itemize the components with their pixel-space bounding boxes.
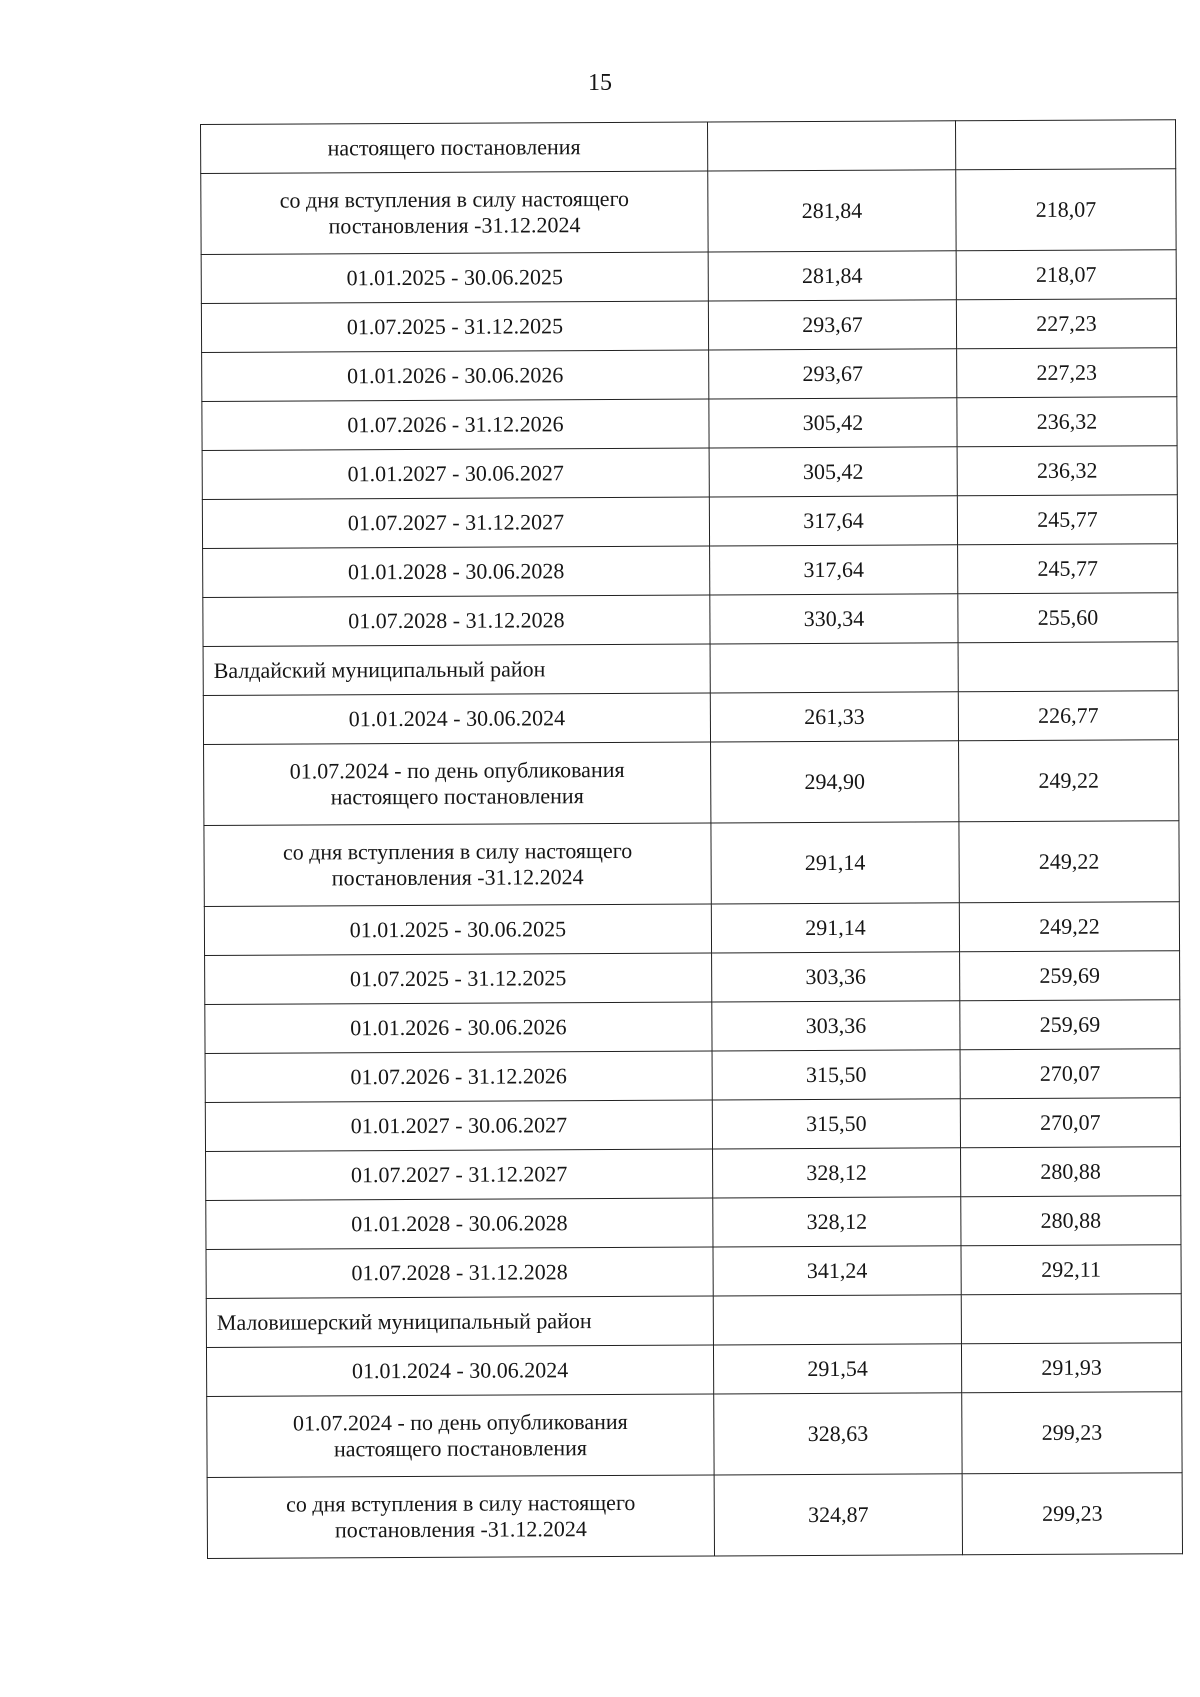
- period-cell: [206, 1345, 713, 1396]
- district-row: [203, 642, 1178, 696]
- period-cell: [201, 171, 708, 254]
- table-row: [205, 1098, 1180, 1152]
- period-cell: [205, 953, 712, 1004]
- table-row: [201, 120, 1176, 174]
- period-cell: [202, 399, 709, 450]
- value-cell-1: 293,67: [708, 300, 956, 350]
- district-name-cell: [206, 1296, 713, 1347]
- table-row: [202, 495, 1177, 549]
- value-cell-2: 227,23: [956, 299, 1176, 349]
- table-row: [203, 691, 1178, 745]
- period-cell: [202, 497, 709, 548]
- value-cell-1: 315,50: [712, 1050, 960, 1100]
- value-cell-1: 305,42: [709, 447, 957, 497]
- period-text-line: 01.07.2024 - по день опубликования: [292, 1408, 628, 1436]
- value-cell-2: 259,69: [960, 951, 1180, 1001]
- period-text-line: 01.07.2026 - 31.12.2026: [347, 411, 564, 438]
- period-text-line: 01.01.2025 - 30.06.2025: [346, 264, 563, 291]
- value-cell-2: 291,93: [961, 1343, 1181, 1393]
- period-text-line: постановления -31.12.2024: [331, 864, 584, 891]
- period-cell: [204, 823, 711, 906]
- period-cell: [206, 1247, 713, 1298]
- table-row: [206, 1147, 1181, 1201]
- table-row: [201, 299, 1176, 353]
- value-cell-2: 245,77: [957, 495, 1177, 545]
- table-row: [202, 397, 1177, 451]
- value-cell-1: 293,67: [709, 349, 957, 399]
- value-cell-1: 324,87: [714, 1474, 962, 1556]
- value-cell-1: 341,24: [713, 1246, 961, 1296]
- value-cell-2: 280,88: [961, 1196, 1181, 1246]
- value-cell-1: 317,64: [710, 545, 958, 595]
- period-cell: [201, 301, 708, 352]
- period-text-line: 01.07.2028 - 31.12.2028: [351, 1259, 568, 1286]
- value-cell-2: 299,23: [962, 1473, 1182, 1555]
- value-cell-1: 281,84: [708, 251, 956, 301]
- period-cell: [205, 1051, 712, 1102]
- period-cell: [203, 595, 710, 646]
- value-cell-2: 270,07: [960, 1049, 1180, 1099]
- value-cell-2: 227,23: [957, 348, 1177, 398]
- table-row: [202, 348, 1177, 402]
- period-cell: [204, 742, 711, 825]
- period-text-line: 01.01.2028 - 30.06.2028: [347, 558, 565, 585]
- period-text-line: 01.01.2024 - 30.06.2024: [351, 1357, 569, 1384]
- value-cell-1: 328,63: [714, 1393, 962, 1475]
- period-text-line: 01.07.2025 - 31.12.2025: [349, 965, 567, 992]
- district-name: Валдайский муниципальный район: [213, 656, 546, 683]
- value-cell-2: 249,22: [959, 821, 1179, 903]
- period-cell: [206, 1198, 713, 1249]
- period-text-line: 01.01.2026 - 30.06.2026: [346, 362, 564, 389]
- value-cell-2: 249,22: [959, 902, 1179, 952]
- period-text-line: 01.01.2027 - 30.06.2027: [347, 460, 564, 487]
- period-text-line: постановления -31.12.2024: [334, 1516, 587, 1543]
- district-name: Маловишерский муниципальный район: [216, 1308, 592, 1335]
- value-cell-2: 226,77: [958, 691, 1178, 741]
- period-cell: [204, 904, 711, 955]
- table-row: [203, 544, 1178, 598]
- table-row: [206, 1196, 1181, 1250]
- table-row: [204, 821, 1179, 907]
- period-text-line: со дня вступления в силу настоящего: [279, 185, 630, 213]
- value-cell-2: 299,23: [962, 1392, 1182, 1474]
- period-text-line: 01.07.2027 - 31.12.2027: [347, 509, 565, 536]
- value-cell-2: 245,77: [958, 544, 1178, 594]
- period-text-line: настоящего постановления: [333, 1435, 588, 1462]
- period-text-line: настоящего постановления: [327, 134, 581, 161]
- period-cell: [205, 1002, 712, 1053]
- value-cell-2: 218,07: [956, 250, 1176, 300]
- period-text-line: со дня вступления в силу настоящего: [282, 837, 633, 865]
- district-row: [206, 1294, 1181, 1348]
- table-row: [201, 250, 1176, 304]
- value-cell-2: 249,22: [959, 740, 1179, 822]
- value-cell-1: 291,54: [713, 1344, 961, 1394]
- value-cell-2: 236,32: [957, 397, 1177, 447]
- value-cell-1: 261,33: [710, 692, 958, 742]
- period-text-line: 01.07.2028 - 31.12.2028: [348, 607, 565, 634]
- period-text-line: 01.01.2028 - 30.06.2028: [351, 1210, 568, 1237]
- period-cell: [206, 1149, 713, 1200]
- value-cell-2: 292,11: [961, 1245, 1181, 1295]
- period-text-line: 01.01.2027 - 30.06.2027: [350, 1112, 568, 1139]
- table-row: [204, 902, 1179, 956]
- period-cell: [207, 1475, 714, 1558]
- period-cell: [203, 693, 710, 744]
- value-cell-2: 218,07: [956, 169, 1176, 251]
- table-row: [205, 951, 1180, 1005]
- value-cell-1: 328,12: [713, 1197, 961, 1247]
- table-row: [205, 1049, 1180, 1103]
- period-text-line: со дня вступления в силу настоящего: [286, 1489, 636, 1517]
- value-cell-1: 305,42: [709, 398, 957, 448]
- table-row: [206, 1343, 1181, 1397]
- table-row: [204, 740, 1179, 826]
- period-text-line: 01.01.2025 - 30.06.2025: [349, 916, 567, 943]
- district-name-cell: [203, 644, 710, 695]
- table-row: [207, 1473, 1182, 1559]
- value-cell-1: 303,36: [712, 1001, 960, 1051]
- value-cell-2: [958, 642, 1178, 692]
- value-cell-1: 328,12: [713, 1148, 961, 1198]
- period-cell: [201, 122, 708, 173]
- value-cell-1: 294,90: [711, 741, 959, 823]
- period-cell: [202, 448, 709, 499]
- value-cell-1: 281,84: [708, 170, 956, 252]
- value-cell-2: 255,60: [958, 593, 1178, 643]
- period-text-line: 01.01.2024 - 30.06.2024: [348, 705, 566, 732]
- value-cell-2: [961, 1294, 1181, 1344]
- table-row: [205, 1000, 1180, 1054]
- tariff-table-body: [201, 120, 1183, 1559]
- table-row: [207, 1392, 1182, 1478]
- page-number: 15: [588, 70, 612, 96]
- period-text-line: настоящего постановления: [330, 783, 584, 810]
- value-cell-2: 280,88: [961, 1147, 1181, 1197]
- period-cell: [201, 252, 708, 303]
- table-row: [203, 593, 1178, 647]
- value-cell-1: 291,14: [711, 903, 959, 953]
- value-cell-2: 259,69: [960, 1000, 1180, 1050]
- period-text-line: постановления -31.12.2024: [328, 212, 581, 239]
- value-cell-1: 303,36: [712, 952, 960, 1002]
- period-text-line: 01.01.2026 - 30.06.2026: [350, 1014, 567, 1041]
- period-text-line: 01.07.2027 - 31.12.2027: [350, 1161, 568, 1188]
- value-cell-1: [710, 643, 958, 693]
- value-cell-1: 291,14: [711, 822, 959, 904]
- period-text-line: 01.07.2026 - 31.12.2026: [350, 1063, 567, 1090]
- value-cell-1: 330,34: [710, 594, 958, 644]
- table-row: [206, 1245, 1181, 1299]
- period-text-line: 01.07.2025 - 31.12.2025: [346, 313, 564, 340]
- tariff-table: [200, 119, 1183, 1559]
- period-cell: [203, 546, 710, 597]
- value-cell-1: [713, 1295, 961, 1345]
- table-row: [202, 446, 1177, 500]
- value-cell-2: [955, 120, 1175, 170]
- period-cell: [207, 1394, 714, 1477]
- value-cell-1: [707, 121, 955, 171]
- period-cell: [202, 350, 709, 401]
- table-row: [201, 169, 1176, 255]
- value-cell-1: 315,50: [712, 1099, 960, 1149]
- period-cell: [205, 1100, 712, 1151]
- value-cell-2: 270,07: [960, 1098, 1180, 1148]
- value-cell-1: 317,64: [709, 496, 957, 546]
- period-text-line: 01.07.2024 - по день опубликования: [289, 756, 625, 784]
- value-cell-2: 236,32: [957, 446, 1177, 496]
